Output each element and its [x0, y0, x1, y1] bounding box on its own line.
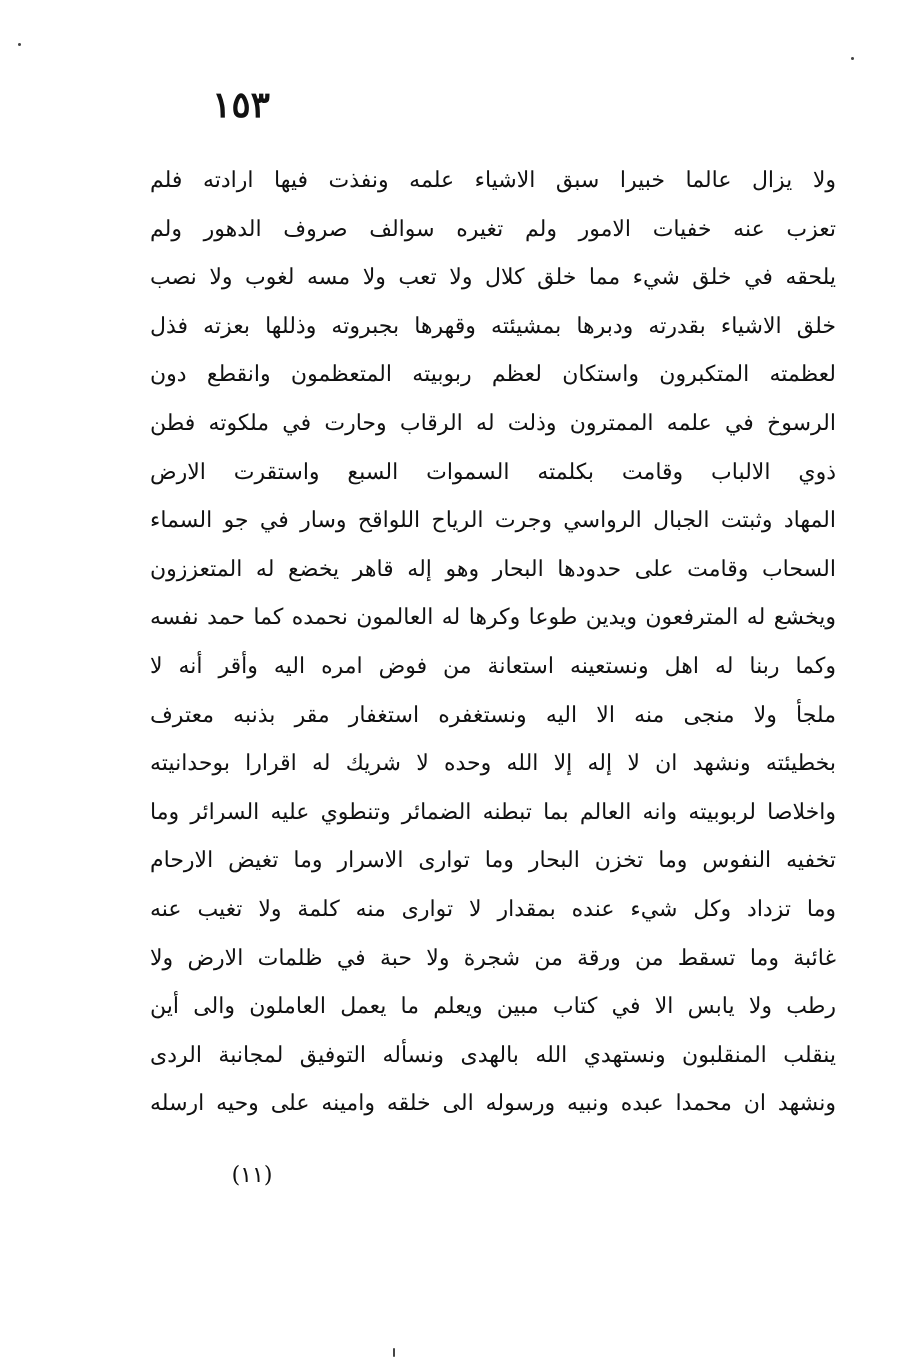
text-line: ملجأ ولا منجى منه الا اليه ونستغفره استغفار مقر بذنبه معترف [150, 702, 836, 728]
text-line: رطب ولا يابس الا في كتاب مبين ويعلم ما يعمل العاملون والى أين [150, 994, 836, 1020]
text-line: بخطيئته ونشهد ان لا إله إلا الله وحده لا شريك له اقرارا بوحدانيته [150, 751, 836, 777]
text-line: الرسوخ في علمه الممترون وذلت له الرقاب وحارت في ملكوته فطن [150, 410, 836, 436]
text-line: المهاد وثبتت الجبال الرواسي وجرت الرياح اللواقح وسار في جو السماء [150, 508, 836, 534]
ink-speck [851, 57, 854, 60]
text-line: وكما ربنا له اهل ونستعينه استعانة من فوض امره اليه وأقر أنه لا [150, 653, 836, 679]
text-line: ولا يزال عالما خبيرا سبق الاشياء علمه ونفذت فيها ارادته فلم [150, 168, 836, 193]
text-line: يلحقه في خلق شيء مما خلق كلال ولا تعب ولا مسه لغوب ولا نصب [150, 265, 836, 291]
text-line: خلق الاشياء بقدرته ودبرها بمشيئته وقهرها بجبروته وذللها بعزته فذل [150, 313, 836, 339]
text-line: تخفيه النفوس وما تخزن البحار وما توارى الاسرار وما تغيض الارحام [150, 848, 836, 874]
text-line: ونشهد ان محمدا عبده ونبيه ورسوله الى خلقه وامينه على وحيه ارسله [150, 1091, 836, 1117]
text-line: ويخشع له المترفعون ويدين طوعا وكرها له العالمون نحمده كما حمد نفسه [150, 605, 836, 631]
text-line: لعظمته المتكبرون واستكان لعظم ربوبيته المتعظمون وانقطع دون [150, 362, 836, 388]
text-line: ذوي الالباب وقامت بكلمته السموات السبع واستقرت الارض [150, 459, 836, 485]
text-line: ينقلب المنقلبون ونستهدي الله بالهدى ونسأله التوفيق لمجانبة الردى [150, 1042, 836, 1068]
ink-speck [18, 43, 21, 46]
ink-speck [393, 1348, 395, 1357]
text-line: واخلاصا لربوبيته وانه العالم بما تبطنه الضمائر وتنطوي عليه السرائر وما [150, 799, 836, 825]
page-number: ١٥٣ [211, 84, 270, 126]
signature-mark: (١١) [231, 1163, 273, 1188]
text-line: تعزب عنه خفيات الامور ولم تغيره سوالف صروف الدهور ولم [150, 216, 836, 242]
body-text [150, 157, 836, 1129]
text-line: غائبة وما تسقط من ورقة من شجرة ولا حبة في ظلمات الارض ولا [150, 945, 836, 971]
text-line: السحاب وقامت على حدودها البحار وهو إله قاهر يخضع له المتعززون [150, 556, 836, 582]
text-line: وما تزداد وكل شيء عنده بمقدار لا توارى منه كلمة ولا تغيب عنه [150, 896, 836, 922]
